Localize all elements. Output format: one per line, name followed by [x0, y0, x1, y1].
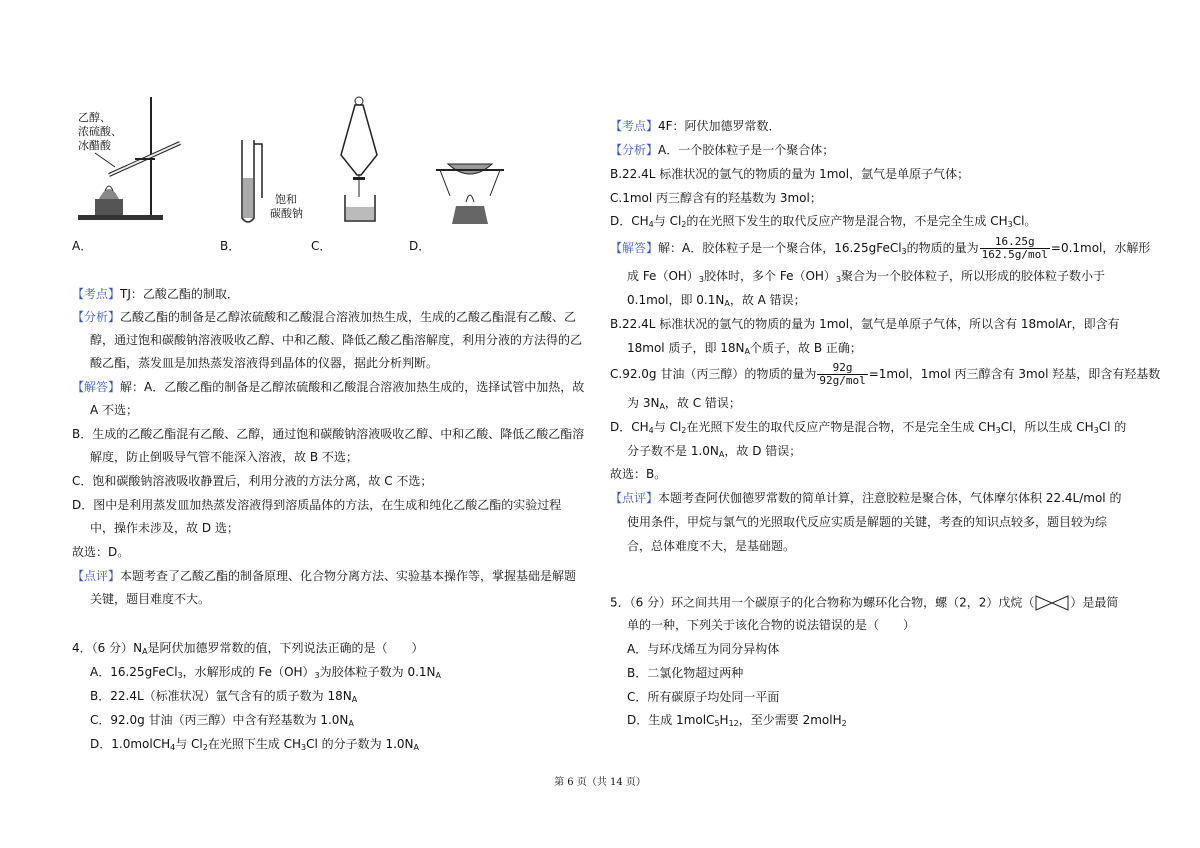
- r-d-2-pre: 分子数不是 1.0N: [627, 444, 719, 458]
- r-b-line-1: B.22.4L 标准状况的氩气的物质的量为 1mol，氩气是单原子气体，所以含有 18molAr，即含有: [610, 317, 1120, 331]
- r-jieda-2-pre: 成 Fe（OH）: [627, 269, 699, 283]
- d-line-1: D．图中是利用蒸发皿加热蒸发溶液得到溶质晶体的方法，在生成和纯化乙酸乙酯的实验过程: [72, 498, 562, 512]
- q5-head: 5．（6 分）环之间共用一个碳原子的化合物称为螺环化合物，螺（2，2）戊烷（: [610, 595, 1035, 610]
- r-jieda-2-post: 聚合为一个胶体粒子，所以形成的胶体粒子数小于: [841, 269, 1106, 283]
- r-jieda-1-s: 3: [901, 247, 907, 256]
- r-d-1-s4: 3: [1093, 426, 1099, 435]
- q5-option-d: [627, 712, 847, 728]
- answer-line: 故选：D。: [72, 545, 130, 559]
- q4-a-s3: A: [435, 671, 442, 680]
- q4-option-c: [90, 712, 354, 728]
- fig-a-label-3: 冰醋酸: [78, 139, 111, 152]
- r-d-1-pre: D．CH: [610, 420, 649, 434]
- q4-a-mid: ，水解形成的 Fe（OH）: [182, 665, 315, 679]
- r-c-2-pre: 为 3N: [627, 396, 660, 410]
- r-d-1-s3: 3: [995, 426, 1001, 435]
- r-answer-line: 故选：B。: [610, 467, 667, 481]
- r-fenxi-4-s3: 3: [1007, 220, 1013, 229]
- r-d-1-post2: Cl，所以生成 CH: [1000, 420, 1094, 434]
- fraction-2-denominator: 92g/mol: [819, 374, 866, 387]
- r-kaodian-tag: 【考点】: [610, 119, 659, 133]
- fenxi-text-1: 乙酸乙酯的制备是乙醇浓硫酸和乙酸混合溶液加热生成，生成的乙酸乙酯混有乙酸、乙: [120, 310, 577, 324]
- r-dianping-tag: 【点评】: [610, 491, 659, 505]
- jieda-tag: 【解答】: [72, 380, 121, 394]
- q4-d-pre: D．1.0molCH: [90, 737, 171, 751]
- r-c-2-s: A: [659, 402, 665, 411]
- r-jieda-1-pre: 解：A．胶体粒子是一个聚合体，16.25gFeCl: [658, 241, 902, 255]
- q4-option-b: [90, 688, 357, 704]
- r-kaodian-text: 4F：阿伏加德罗常数．: [658, 119, 781, 133]
- r-jieda-3-post: ，故 A 错误；: [729, 293, 806, 307]
- fenxi-line-2: 醇，通过饱和碳酸钠溶液吸收乙醇、中和乙酸、降低乙酸乙酯溶解度，利用分液的方法得的乙: [90, 333, 583, 347]
- q4-d-s4: A: [413, 743, 420, 752]
- q5-d-pre: D．生成 1molC: [627, 713, 715, 727]
- r-b-line-2: [627, 340, 862, 356]
- q5-tail: ）是最简: [1070, 595, 1119, 610]
- q4-d-s2: 2: [202, 743, 208, 752]
- r-fenxi-4-pre: D．CH: [610, 214, 649, 228]
- q4-head: 4．（6 分）N: [72, 641, 143, 655]
- r-jieda-3-pre: 0.1mol，即 0.1N: [627, 293, 725, 307]
- option-b-label: B．: [220, 239, 241, 253]
- r-fenxi-text-1: A．一个胶体粒子是一个聚合体；: [658, 143, 835, 157]
- r-jieda-line-3: [627, 292, 806, 308]
- q5-stem-2: 单的一种，下列关于该化合物的说法错误的是（ ）: [627, 618, 916, 632]
- figure-d-evaporating-dish: [430, 150, 510, 230]
- q4-a-pre: A．16.25gFeCl: [90, 665, 178, 679]
- fig-a-label-1: 乙醇、: [78, 111, 111, 124]
- r-c-line-1: [610, 360, 1160, 388]
- q5-d-mid: H: [719, 713, 729, 727]
- jieda-text-1: 解：A．乙酸乙酯的制备是乙醇浓硫酸和乙酸混合溶液加热生成的，选择试管中加热，故: [120, 380, 585, 394]
- fig-b-label-1: 饱和: [275, 193, 297, 206]
- fraction-2: [817, 362, 867, 387]
- fenxi-tag: 【分析】: [72, 310, 121, 324]
- option-a-label: A．: [72, 239, 93, 253]
- fenxi-line-3: 酸乙酯，蒸发皿是加热蒸发溶液得到晶体的仪器，据此分析判断。: [90, 356, 439, 370]
- r-jieda-2-s1: 3: [698, 275, 705, 284]
- q5-option-b: B．二氯化物超过两种: [627, 666, 744, 680]
- r-d-1-mid: 与 Cl: [653, 420, 682, 434]
- r-d-2-s: A: [718, 450, 725, 459]
- fig-b-label-2: 碳酸钠: [270, 207, 303, 220]
- r-b-2-s: A: [744, 347, 750, 356]
- r-jieda-tag: 【解答】: [610, 241, 659, 255]
- r-fenxi-line-2: B.22.4L 标准状况的氩气的物质的量为 1mol，氩气是单原子气体；: [610, 167, 970, 181]
- r-fenxi-line-3: C.1mol 丙三醇含有的羟基数为 3mol；: [610, 191, 822, 205]
- r-jieda-3-s: A: [724, 299, 730, 308]
- r-dianping-line-3: 合，总体难度不大，是基础题。: [627, 539, 796, 553]
- option-d-label: D．: [409, 239, 431, 253]
- q5-option-a: A．与环戊烯互为同分异构体: [627, 642, 780, 656]
- r-c-1-post: =1mol，1mol 丙三醇含有 3mol 羟基，即含有羟基数: [868, 367, 1161, 381]
- r-d-1-post: 在光照下发生的取代反应产物是混合物，不是完全生成 CH: [686, 420, 996, 434]
- fraction-1-denominator: 162.5g/mol: [981, 248, 1048, 261]
- r-jieda-1-mid: 的物质的量为: [906, 241, 979, 255]
- fig-a-label-2: 浓硫酸、: [78, 125, 122, 138]
- r-dianping-line-2: 使用条件，甲烷与氯气的光照取代反应实质是解题的关键，考查的知识点较多，题目较为综: [627, 515, 1108, 529]
- q4-a-post: 为胶体粒子数为 0.1N: [319, 665, 436, 679]
- r-d-1-s2: 2: [681, 426, 687, 435]
- r-d-1-s1: 4: [648, 426, 654, 435]
- r-jieda-1-post: =0.1mol，水解形: [1050, 241, 1151, 255]
- r-fenxi-tag: 【分析】: [610, 143, 659, 157]
- r-jieda-2-s2: 3: [835, 275, 842, 284]
- kaodian-tag: 【考点】: [72, 287, 121, 301]
- r-c-2-post: ，故 C 错误；: [664, 396, 741, 410]
- b-line-2: 解度，防止倒吸导气管不能深入溶液，故 B 不选；: [90, 450, 358, 464]
- r-d-2-post: ，故 D 错误；: [724, 444, 802, 458]
- q4-b-pre: B．22.4L（标准状况）氩气含有的质子数为 18N: [90, 689, 352, 703]
- q4-option-a: [90, 664, 441, 680]
- r-fenxi-4-mid: 与 Cl: [653, 214, 682, 228]
- r-d-line-2: [627, 443, 801, 459]
- r-jieda-line-2: [627, 268, 1105, 284]
- r-kaodian-line: [610, 118, 781, 134]
- q5-d-s2: 12: [728, 719, 739, 728]
- c-line-1: C．饱和碳酸钠溶液吸收静置后，利用分液的方法分离，故 C 不选；: [72, 474, 433, 488]
- fenxi-line-1: [72, 309, 576, 325]
- r-jieda-2-mid: 胶体时，多个 Fe（OH）: [704, 269, 836, 283]
- d-line-2: 中，操作未涉及，故 D 选；: [90, 521, 239, 535]
- q5-option-c: C．所有碳原子均处同一平面: [627, 690, 780, 704]
- q4-b-s: A: [351, 695, 358, 704]
- q5-d-post: ，至少需要 2molH: [738, 713, 842, 727]
- option-c-label: C．: [311, 239, 332, 253]
- r-b-2-post: 个质子，故 B 正确；: [750, 341, 862, 355]
- fraction-2-numerator: 92g: [817, 362, 867, 375]
- q4-d-mid: 与 Cl: [175, 737, 203, 751]
- r-fenxi-4-s1: 4: [648, 220, 654, 229]
- dianping-tag: 【点评】: [72, 569, 121, 583]
- figure-c-funnel: [335, 95, 385, 225]
- spiropentane-structure-icon: [1034, 594, 1070, 612]
- b-line-1: B．生成的乙酸乙酯混有乙酸、乙醇，通过饱和碳酸钠溶液吸收乙醇、中和乙酸、降低乙酸乙酯溶: [72, 427, 585, 441]
- r-dianping-text-1: 本题考查阿伏伽德罗常数的简单计算，注意胶粒是聚合体，气体摩尔体积 22.4L/mol 的: [658, 491, 1122, 505]
- q4-c-s: A: [348, 719, 354, 728]
- q4-d-s1: 4: [170, 743, 176, 752]
- r-c-1-pre: C.92.0g 甘油（丙三醇）的物质的量为: [610, 367, 817, 381]
- q4-c-pre: C．92.0g 甘油（丙三醇）中含有羟基数为 1.0N: [90, 713, 349, 727]
- dianping-text-1: 本题考查了乙酸乙酯的制备原理、化合物分离方法、实验基本操作等，掌握基础是解题: [120, 569, 577, 583]
- dianping-line-1: [72, 568, 576, 584]
- q5-d-s3: 2: [841, 719, 847, 728]
- r-fenxi-line-4: [610, 213, 1036, 229]
- r-d-line-1: [610, 419, 1126, 435]
- r-jieda-line-1: [610, 234, 1150, 262]
- page-footer: 第 6 页（共 14 页）: [554, 777, 646, 788]
- fraction-1: [980, 236, 1050, 261]
- r-b-2-pre: 18mol 质子，即 18N: [627, 341, 745, 355]
- q4-stem: [72, 640, 424, 656]
- r-dianping-line-1: [610, 490, 1121, 506]
- q4-a-s1: 3: [177, 671, 183, 680]
- kaodian-text: TJ：乙酸乙酯的制取．: [120, 287, 239, 301]
- r-fenxi-4-post: 的在光照下发生的取代反应产物是混合物，不是完全生成 CH: [686, 214, 1008, 228]
- q4-a-s2: 3: [314, 671, 320, 680]
- dianping-line-2: 关键，题目难度不大。: [90, 592, 211, 606]
- r-c-line-2: [627, 395, 741, 411]
- q4-tail: 是阿伏加德罗常数的值，下列说法正确的是（ ）: [147, 641, 424, 655]
- q4-d-post2: Cl 的分子数为 1.0N: [306, 737, 414, 751]
- jieda-line-2: A 不选；: [90, 403, 139, 417]
- r-d-1-end: Cl 的: [1098, 420, 1127, 434]
- r-fenxi-4-s2: 2: [681, 220, 687, 229]
- q4-d-post: 在光照下生成 CH: [207, 737, 302, 751]
- kaodian-line: [72, 286, 239, 302]
- figure-b-test-tube: [230, 138, 270, 228]
- fraction-1-numerator: 16.25g: [980, 236, 1050, 249]
- q4-d-s3: 3: [301, 743, 307, 752]
- jieda-line-1: [72, 379, 584, 395]
- r-fenxi-4-end: Cl。: [1012, 214, 1037, 228]
- q4-option-d: [90, 736, 419, 752]
- q5-stem-1: [610, 594, 1118, 612]
- r-fenxi-line-1: [610, 142, 834, 158]
- q5-d-s1: 5: [714, 719, 720, 728]
- q4-sub: A: [142, 647, 148, 656]
